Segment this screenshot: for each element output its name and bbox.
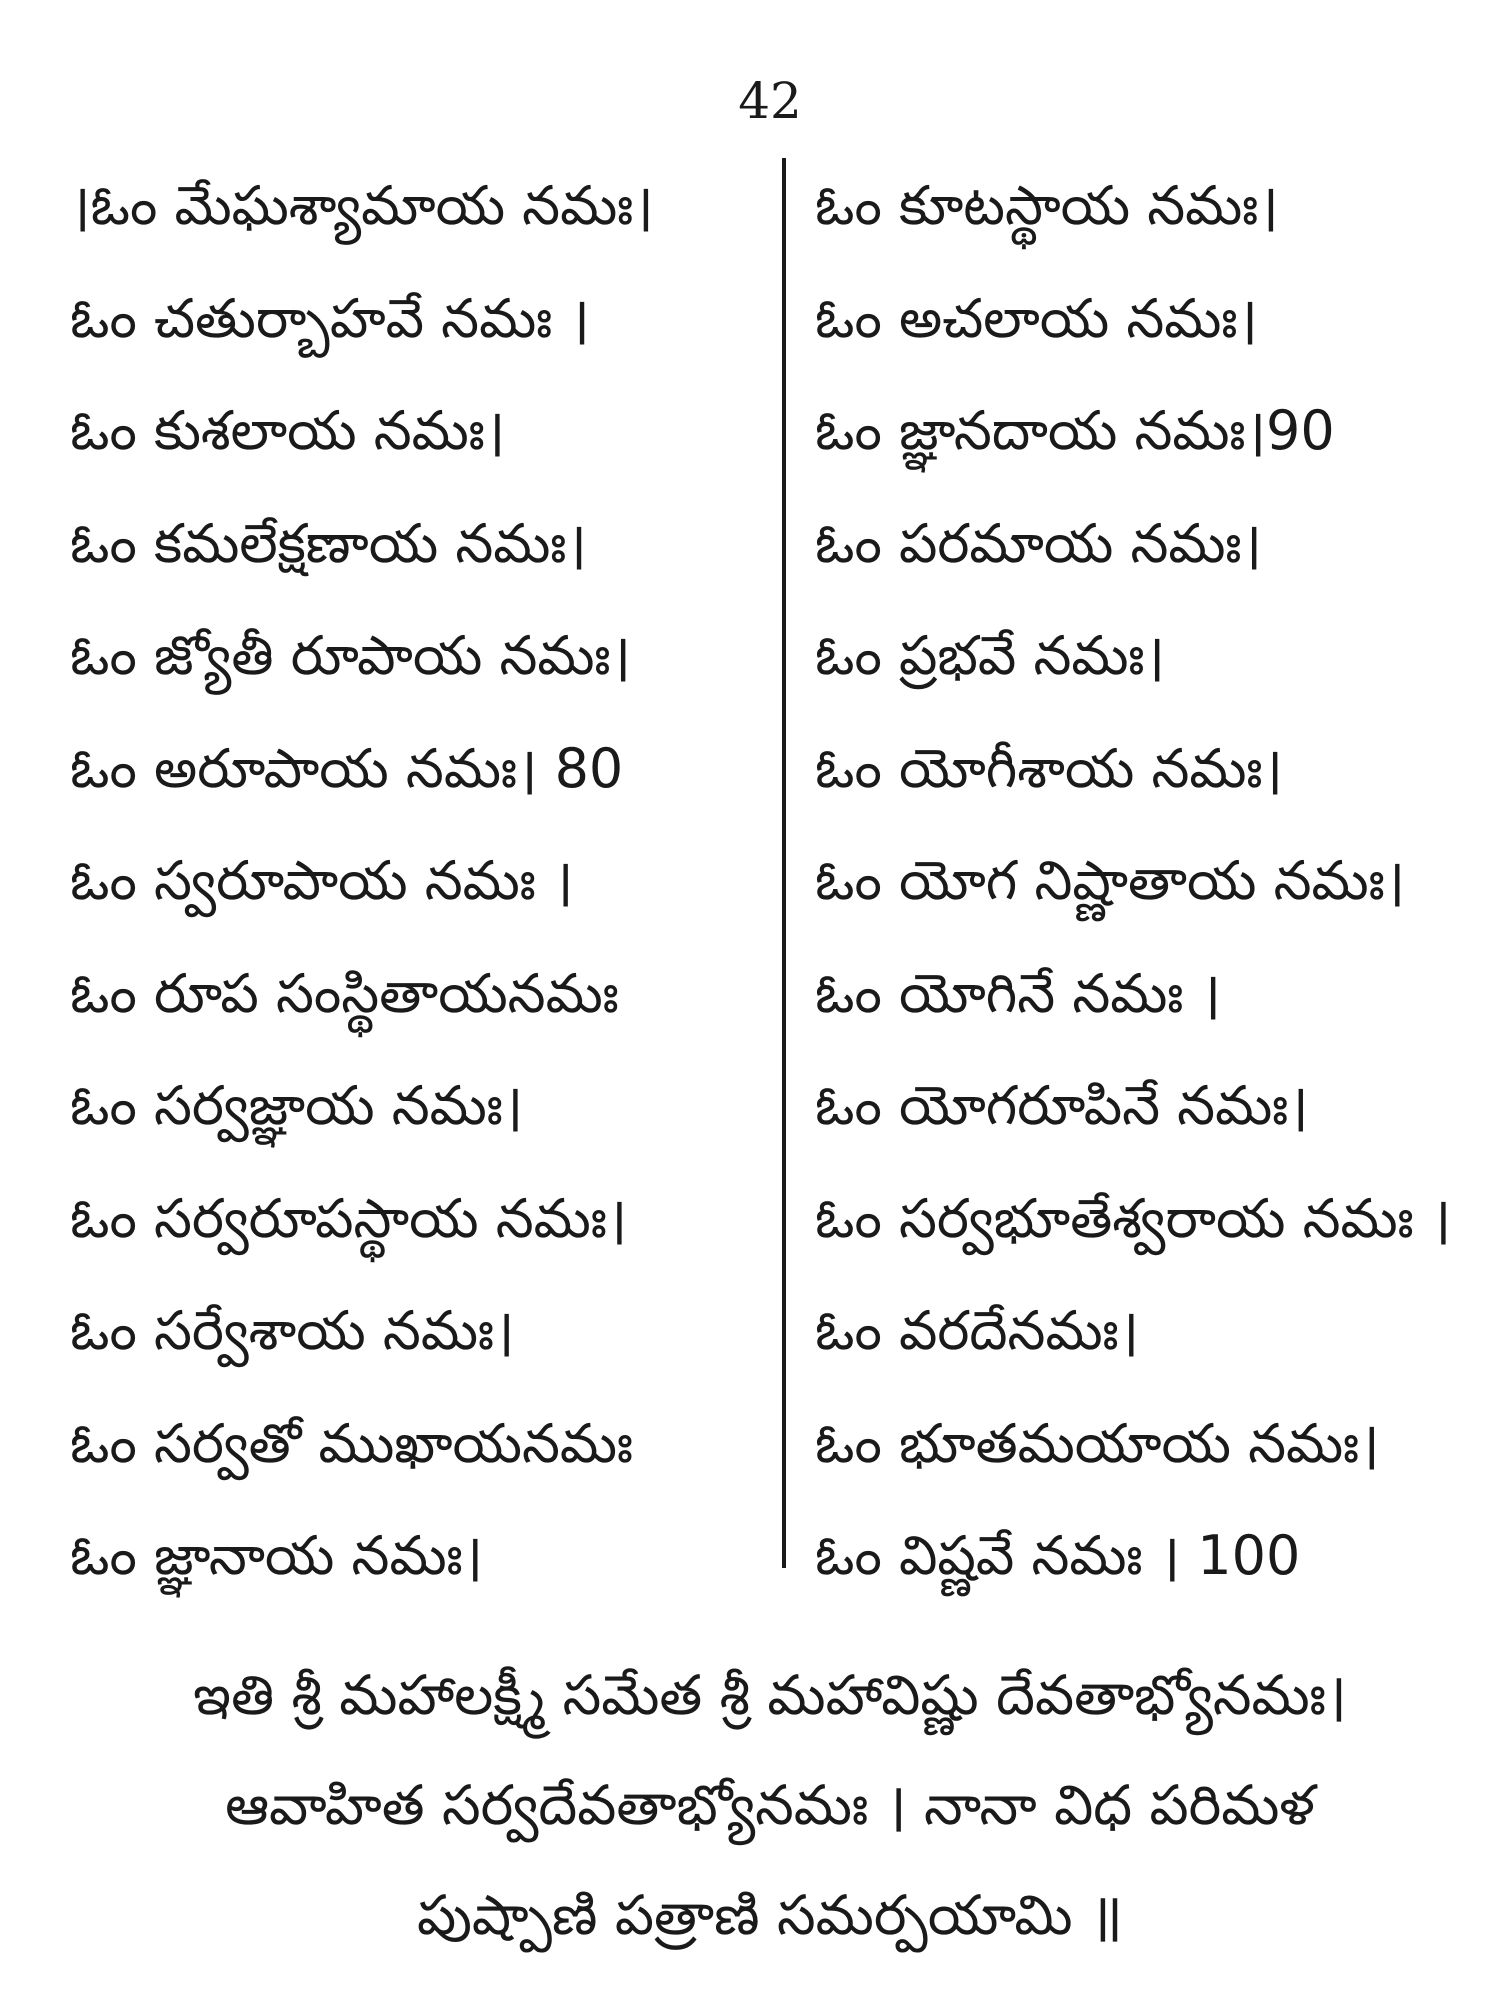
list-item: ఓం అచలాయ నమః। bbox=[815, 286, 1258, 350]
page-number: 42 bbox=[738, 72, 802, 130]
right-column bbox=[815, 150, 1495, 1613]
list-item: ఓం యోగరూపినే నమః। bbox=[815, 1074, 1309, 1137]
list-item: ఓం యోగ నిష్ణాతాయ నమః। bbox=[815, 849, 1406, 912]
list-item: ఓం కుశలాయ నమః। bbox=[70, 399, 506, 462]
list-item: ఓం సర్వరూపస్థాయ నమః। bbox=[70, 1186, 628, 1250]
list-item: ।ఓం మేఘశ్యామాయ నమః। bbox=[70, 174, 654, 237]
list-item: ఓం సర్వేశాయ నమః। bbox=[70, 1299, 515, 1362]
list-item: ఓం ప్రభవే నమః। bbox=[815, 624, 1165, 687]
list-item: ఓం భూతమయాయ నమః। bbox=[815, 1411, 1380, 1475]
closing-line: పుష్పాణి పత్రాణి సమర్పయామి ॥ bbox=[416, 1883, 1123, 1947]
list-item: ఓం యోగీశాయ నమః। bbox=[815, 736, 1284, 800]
list-item: ఓం సర్వభూతేశ్వరాయ నమః । bbox=[815, 1186, 1452, 1250]
list-item: ఓం కూటస్థాయ నమః। bbox=[815, 174, 1279, 237]
list-item: ఓం సర్వతో ముఖాయనమః bbox=[70, 1411, 633, 1475]
list-item: ఓం వరదేనమః। bbox=[815, 1299, 1140, 1362]
list-item: ఓం జ్యోతీ రూపాయ నమః। bbox=[70, 624, 631, 687]
list-item: ఓం పరమాయ నమః। bbox=[815, 511, 1262, 575]
list-item: ఓం అరూపాయ నమః। 80 bbox=[70, 736, 624, 800]
list-item: ఓం స్వరూపాయ నమః । bbox=[70, 849, 574, 912]
list-item: ఓం యోగినే నమః । bbox=[815, 961, 1222, 1025]
closing-line: ఇతి శ్రీ మహాలక్ష్మీ సమేత శ్రీ మహావిష్ణు దేవతాభ్యోనమః। bbox=[193, 1663, 1347, 1727]
closing-verse bbox=[60, 1640, 1480, 1970]
column-divider bbox=[782, 158, 786, 1568]
list-item: ఓం కమలేక్షణాయ నమః। bbox=[70, 511, 587, 575]
left-column bbox=[70, 150, 760, 1613]
list-item: ఓం జ్ఞానాయ నమః। bbox=[70, 1524, 484, 1587]
list-item: ఓం రూప సంస్థితాయనమః bbox=[70, 961, 619, 1025]
list-item: ఓం జ్ఞానదాయ నమః।90 bbox=[815, 399, 1335, 462]
list-item: ఓం సర్వజ్ఞాయ నమః। bbox=[70, 1074, 524, 1137]
list-item: ఓం విష్ణవే నమః । 100 bbox=[815, 1524, 1301, 1587]
closing-line: ఆవాహిత సర్వదేవతాభ్యోనమః । నానా విధ పరిమళ bbox=[225, 1773, 1315, 1837]
list-item: ఓం చతుర్బాహవే నమః । bbox=[70, 286, 590, 350]
